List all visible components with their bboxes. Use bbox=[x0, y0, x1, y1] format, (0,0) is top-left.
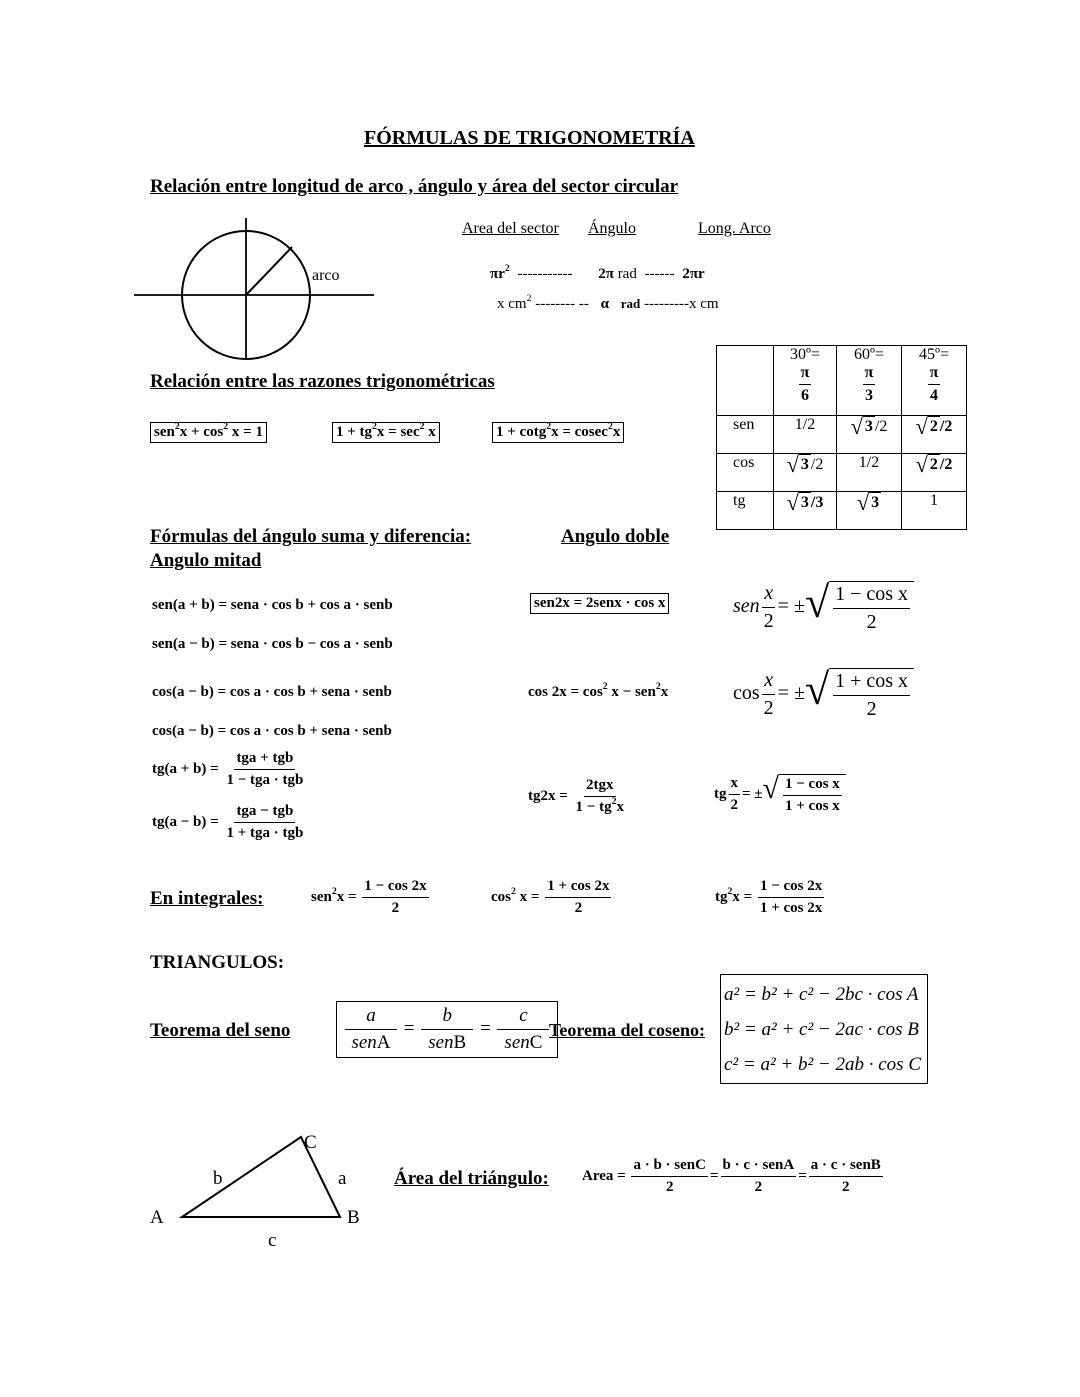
h-sen-label: sen bbox=[733, 595, 760, 618]
id1-a: sen bbox=[154, 424, 175, 440]
header-30 bbox=[774, 346, 837, 416]
tg-diff-den: 1 + tga · tgb bbox=[226, 825, 304, 841]
d3-den-b: x bbox=[616, 799, 624, 815]
area-exp: 2 bbox=[504, 263, 510, 275]
identity-cotangent bbox=[492, 422, 624, 443]
arc-row-1 bbox=[490, 263, 705, 283]
sine-sen-c: sen bbox=[504, 1032, 530, 1053]
tg-sum-lhs: tg(a + b) = bbox=[152, 760, 219, 777]
angle-2pi: 2π bbox=[598, 266, 614, 282]
h-cos-x: x bbox=[762, 669, 775, 695]
h30-den: 6 bbox=[800, 387, 809, 404]
h-sen-2: 2 bbox=[763, 610, 774, 632]
row-label-tg: tg bbox=[717, 492, 774, 530]
d2-a: cos 2x = cos bbox=[528, 684, 603, 700]
sine-B: B bbox=[453, 1032, 467, 1053]
h-tg-2: 2 bbox=[730, 797, 738, 813]
tg-diff-num: tga − tgb bbox=[234, 803, 295, 823]
angle-unit: rad bbox=[617, 266, 637, 282]
area-den-3: 2 bbox=[842, 1179, 850, 1195]
i2-lhs-a: cos bbox=[491, 888, 511, 905]
h45-pi: π bbox=[928, 364, 941, 385]
area-x-exp: 2 bbox=[526, 293, 532, 305]
id1-sq2: 2 bbox=[223, 421, 229, 433]
arc-section-heading: Relación entre longitud de arco , ángulo y área del sector circular bbox=[150, 176, 679, 197]
i1-lhs-b: x = bbox=[336, 888, 357, 905]
id1-c: x = 1 bbox=[228, 424, 263, 440]
area-eq-2: = bbox=[798, 1167, 807, 1184]
h60-label: 60º= bbox=[854, 346, 884, 363]
arc-label: arco bbox=[312, 267, 340, 284]
angle-alpha: α bbox=[600, 296, 610, 312]
sine-c: c bbox=[497, 1005, 549, 1030]
arc-2pi-r: 2πr bbox=[682, 266, 705, 282]
integral-sen-square: sen$^2$x = $\frac{1 - \cos 2x}{2}$ bbox=[311, 878, 427, 916]
formula-cos-double: $\cos 2x = \cos^2 x - sen^2x$ bbox=[528, 681, 669, 700]
id1-b: x + cos bbox=[179, 424, 224, 440]
formula-sen-diff: sen(a − b) = sena · cos b − cos a · senb bbox=[152, 636, 393, 652]
h30-pi: π bbox=[799, 364, 812, 385]
row-label-cos: cos bbox=[717, 454, 774, 492]
header-60 bbox=[837, 346, 902, 416]
cosine-law-a: a² = b² + c² − 2bc · cos A bbox=[724, 984, 919, 1005]
area-eq-1: = bbox=[709, 1167, 719, 1184]
cos-30: √ 3 /2 bbox=[774, 454, 837, 492]
h-sen-x: x bbox=[762, 582, 775, 608]
sine-eq-2: = bbox=[479, 1017, 491, 1039]
row2-separator-2: ---------x cm bbox=[644, 296, 719, 312]
arc-row-2 bbox=[497, 293, 719, 313]
cosine-theorem-label: Teorema del coseno: bbox=[549, 1020, 705, 1040]
identity-pythagorean bbox=[150, 422, 267, 443]
row1-separator-2: ------ bbox=[644, 266, 675, 282]
sen45-rad: 2 bbox=[928, 416, 940, 438]
i1-lhs-a: sen bbox=[311, 888, 332, 905]
i3-num: 1 − cos 2x bbox=[758, 878, 824, 898]
area-lhs: Area = bbox=[582, 1167, 626, 1184]
col-angle: Ángulo bbox=[588, 220, 636, 237]
side-c: c bbox=[268, 1230, 277, 1251]
double-angle-heading: Angulo doble bbox=[561, 526, 670, 547]
d3-num: 2tgx bbox=[584, 777, 616, 797]
cosine-law-b: b² = a² + c² − 2ac · cos B bbox=[724, 1019, 919, 1040]
cos45-slash: / bbox=[939, 455, 945, 473]
sine-theorem-formula bbox=[336, 1001, 558, 1058]
id2-b: x = sec bbox=[376, 424, 420, 440]
h-tg-pm: = ± bbox=[742, 785, 763, 802]
tg30-tail: 3 bbox=[815, 493, 824, 511]
sum-diff-heading: Fórmulas del ángulo suma y diferencia: bbox=[150, 526, 472, 547]
cos30-rad: 3 bbox=[799, 454, 811, 476]
vertex-C: C bbox=[304, 1132, 317, 1153]
h45-den: 4 bbox=[929, 387, 938, 404]
sen45-tail: 2 bbox=[944, 417, 953, 435]
h60-den: 3 bbox=[864, 387, 873, 404]
h-tg-x: x bbox=[729, 775, 741, 795]
integral-tg-square: $tg^2x$ = $\frac{1 - \cos 2x}{1 + \cos 2x}$ bbox=[715, 878, 823, 916]
sen60-rad: 3 bbox=[863, 416, 875, 438]
ratios-heading: Relación entre las razones trigonométricas bbox=[150, 371, 495, 392]
id2-sq2: 2 bbox=[419, 421, 425, 433]
cos-45: √ 2 /2 bbox=[902, 454, 967, 492]
i3-lhs-a: tg bbox=[715, 888, 728, 905]
trig-values-table bbox=[716, 345, 967, 530]
id3-sq2: 2 bbox=[607, 421, 613, 433]
tg30-slash: / bbox=[810, 493, 816, 511]
i1-den: 2 bbox=[391, 900, 400, 916]
i2-lhs-b: x = bbox=[515, 888, 540, 905]
h-cos-label: cos bbox=[733, 682, 760, 705]
formula-sen-sum: sen(a + b) = sena · cos b + cos a · senb bbox=[152, 597, 393, 613]
tg60-rad: 3 bbox=[869, 492, 881, 514]
id1-sq1: 2 bbox=[174, 421, 180, 433]
sine-sen-b: sen bbox=[428, 1032, 454, 1053]
identity-tangent bbox=[332, 422, 440, 443]
formula-sen-half: sen $\frac{x}{2}$ = ± √ $\frac{\text{1 − cos x}}{2}$ bbox=[733, 581, 914, 634]
id2-a: 1 + tg bbox=[336, 424, 373, 440]
tg-diff-lhs: tg(a − b) = bbox=[152, 813, 219, 830]
table-corner bbox=[717, 346, 774, 416]
formula-sen-double: sen2x = 2senx · cos x bbox=[530, 593, 669, 614]
formula-tg-half: tg $\frac{x}{2}$ = ± √ $\frac{\text{1 − cos x}}{\text{1 + cos x}}$ bbox=[714, 774, 846, 815]
area-num-3: a · c · senB bbox=[809, 1157, 883, 1177]
i3-den: 1 + cos 2x bbox=[759, 900, 823, 916]
row1-separator: ----------- bbox=[517, 266, 573, 282]
d3-den-a: 1 − tg bbox=[575, 799, 612, 815]
formula-cos-diff-1: cos(a − b) = cos a · cos b + sena · senb bbox=[152, 684, 392, 700]
h-sen-pm: = ± bbox=[777, 595, 805, 618]
formula-tg-sum bbox=[152, 750, 307, 789]
circle-diagram bbox=[130, 215, 380, 365]
side-a: a bbox=[338, 1168, 347, 1189]
i1-num: 1 − cos 2x bbox=[362, 878, 428, 898]
area-num-2: b · c · senA bbox=[721, 1157, 797, 1177]
h-tg-den: 1 + cos x bbox=[785, 798, 840, 814]
triangle-area-formula bbox=[582, 1157, 885, 1196]
header-45 bbox=[902, 346, 967, 416]
id3-c: x bbox=[612, 424, 621, 440]
integrals-heading: En integrales: bbox=[150, 888, 264, 909]
sine-theorem-label: Teorema del seno bbox=[150, 1020, 291, 1041]
i2-num: 1 + cos 2x bbox=[545, 878, 611, 898]
cos45-tail: 2 bbox=[944, 455, 953, 473]
area-pi-r: πr bbox=[490, 266, 505, 282]
area-den-2: 2 bbox=[754, 1179, 763, 1195]
tg30-rad: 3 bbox=[799, 492, 811, 514]
tg-60: √ 3 bbox=[837, 492, 902, 530]
side-b: b bbox=[213, 1168, 223, 1189]
h-sen-den: 2 bbox=[866, 611, 877, 633]
sen-45: √ 2 /2 bbox=[902, 416, 967, 454]
h60-pi: π bbox=[863, 364, 876, 385]
cosine-law-c: c² = a² + b² − 2ab · cos C bbox=[724, 1054, 921, 1075]
triangle-area-label: Área del triángulo: bbox=[394, 1168, 549, 1189]
id3-b: x = cosec bbox=[551, 424, 608, 440]
sine-sen-a: sen bbox=[351, 1032, 377, 1053]
angle-alpha-unit: rad bbox=[620, 296, 641, 311]
sine-A: A bbox=[376, 1032, 391, 1053]
triangles-heading: TRIANGULOS: bbox=[150, 952, 285, 973]
formula-tg-double: tg2x = $\frac{\text{2tgx}}{1 - tg^2x}$ bbox=[528, 777, 624, 815]
vertex-B: B bbox=[347, 1207, 360, 1228]
h-cos-den: 2 bbox=[866, 698, 877, 720]
id2-sq1: 2 bbox=[372, 421, 377, 433]
sine-b: b bbox=[421, 1005, 473, 1030]
half-angle-heading: Angulo mitad bbox=[150, 550, 262, 571]
tg-sum-num: tga + tgb bbox=[234, 750, 295, 770]
i3-lhs-b: x = bbox=[732, 888, 753, 905]
col-area-sector: Area del sector bbox=[462, 220, 559, 237]
h-cos-2: 2 bbox=[763, 697, 774, 719]
cos-60: 1/2 bbox=[837, 454, 902, 492]
sen45-slash: / bbox=[939, 417, 945, 435]
formula-tg-diff bbox=[152, 803, 307, 842]
triangle-diagram bbox=[140, 1125, 380, 1255]
area-num-1: a · b · senC bbox=[631, 1157, 708, 1177]
h30-label: 30º= bbox=[790, 346, 820, 363]
row2-separator: -------- -- bbox=[535, 296, 589, 312]
area-x-cm: x cm bbox=[497, 296, 527, 312]
formula-cos-diff-2: cos(a − b) = cos a · cos b + sena · senb bbox=[152, 723, 392, 739]
cosine-theorem-formula bbox=[720, 974, 928, 1084]
tg-sum-den: 1 − tga · tgb bbox=[226, 772, 304, 788]
h-sen-num: 1 − cos x bbox=[833, 583, 910, 609]
integral-cos-square: $\cos^2 x$ = $\frac{1 + \cos 2x}{2}$ bbox=[491, 878, 610, 916]
page-title: FÓRMULAS DE TRIGONOMETRÍA bbox=[364, 127, 695, 149]
formula-cos-half: cos $\frac{x}{2}$ = ± √ $\frac{\text{1 + cos x}}{2}$ bbox=[733, 668, 914, 721]
col-arc-length: Long. Arco bbox=[698, 220, 771, 237]
sen-30: 1/2 bbox=[774, 416, 837, 454]
id3-a: 1 + cotg bbox=[496, 424, 547, 440]
id2-c: x bbox=[424, 424, 436, 440]
sen-60: √ 3 /2 bbox=[837, 416, 902, 454]
sine-eq-1: = bbox=[403, 1017, 415, 1039]
h45-label: 45º= bbox=[919, 346, 949, 363]
sine-C: C bbox=[529, 1032, 543, 1053]
d2-b: x − sen bbox=[607, 684, 656, 700]
d2-c: x bbox=[660, 684, 669, 700]
tg-30: √ 3 /3 bbox=[774, 492, 837, 530]
area-den-1: 2 bbox=[665, 1179, 674, 1195]
cos30-tail: /2 bbox=[810, 455, 824, 473]
cos45-rad: 2 bbox=[928, 454, 940, 476]
h-cos-pm: = ± bbox=[777, 682, 805, 705]
h-cos-num: 1 + cos x bbox=[833, 670, 910, 696]
row-label-sen: sen bbox=[717, 416, 774, 454]
id3-sq1: 2 bbox=[546, 421, 552, 433]
h-tg-num: 1 − cos x bbox=[783, 776, 842, 796]
d3-lhs: tg2x = bbox=[528, 787, 568, 804]
h-tg-label: tg bbox=[714, 785, 727, 802]
sen60-tail: /2 bbox=[874, 417, 888, 435]
tg-45: 1 bbox=[902, 492, 967, 530]
radius-line bbox=[246, 247, 292, 295]
vertex-A: A bbox=[150, 1207, 164, 1228]
i2-den: 2 bbox=[574, 900, 583, 916]
sine-a: a bbox=[345, 1005, 397, 1030]
